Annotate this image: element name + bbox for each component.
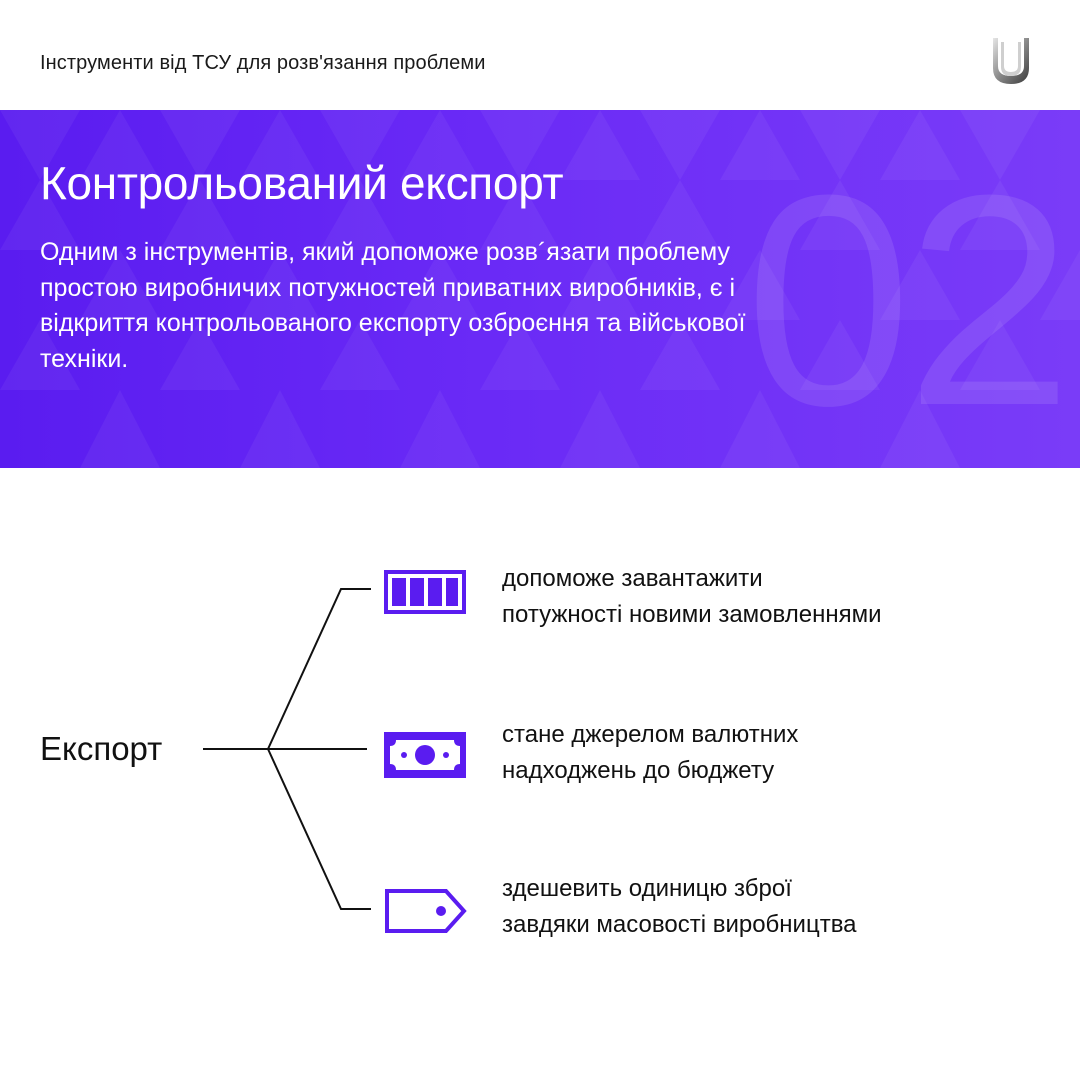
lead-paragraph: Одним з інструментів, який допоможе розв´язати проблему простою виробничих потужностей приватних виробників, є і відкриття контрольованого експорту озброєння та військової техніки. bbox=[40, 238, 746, 373]
item-3-line-1: здешевить одиницю зброї bbox=[502, 875, 792, 902]
u-shape-logo-icon bbox=[990, 36, 1032, 86]
price-tag-icon bbox=[384, 888, 468, 934]
page-title: Контрольований експорт bbox=[40, 157, 564, 209]
diagram-item-2 bbox=[502, 717, 798, 789]
item-1-line-1: допоможе завантажити bbox=[502, 565, 763, 592]
export-diagram bbox=[0, 468, 1080, 1080]
branch-line-1 bbox=[268, 589, 371, 749]
banknote-icon bbox=[384, 732, 466, 778]
branch-line-3 bbox=[268, 749, 371, 909]
item-2-line-2: надходжень до бюджету bbox=[502, 757, 775, 784]
item-1-line-2: потужності новими замовленнями bbox=[502, 601, 882, 628]
battery-full-icon bbox=[384, 570, 466, 614]
diagram-item-1 bbox=[502, 561, 882, 633]
hero-banner bbox=[0, 110, 1080, 468]
root-node-label: Експорт bbox=[40, 730, 163, 767]
section-number: 02 bbox=[745, 132, 1067, 468]
header-kicker: Інструменти від ТСУ для розв'язання проблеми bbox=[40, 52, 486, 74]
diagram-item-3 bbox=[502, 871, 857, 943]
item-2-line-1: стане джерелом валютних bbox=[502, 721, 799, 748]
top-bar bbox=[0, 0, 1080, 110]
item-3-line-2: завдяки масовості виробництва bbox=[502, 911, 857, 938]
